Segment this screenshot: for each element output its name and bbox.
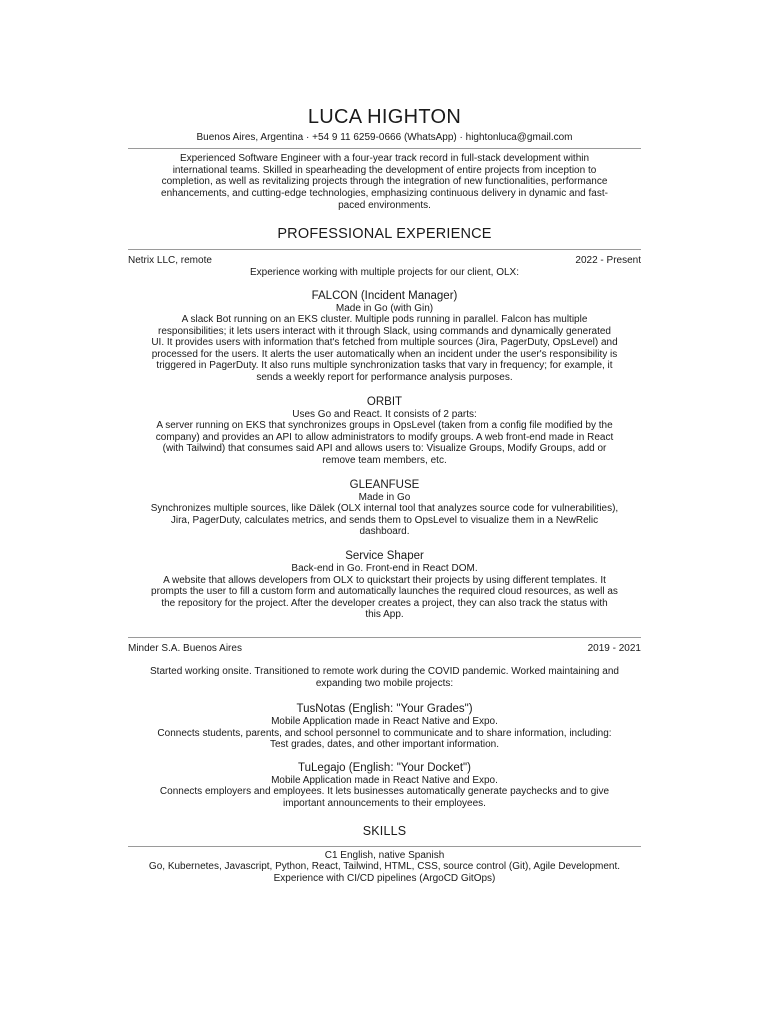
divider (128, 148, 641, 149)
divider (128, 846, 641, 847)
project-line: Test grades, dates, and other important information. (269, 739, 499, 751)
project-line: company) and provides an API to allow administrators to modify groups. A web front-end made in React (155, 431, 614, 443)
project-line: Made in Go (with Gin) (335, 302, 434, 314)
project-description-orbit (128, 409, 641, 467)
divider (128, 637, 641, 638)
job-dates: 2022 - Present (575, 254, 641, 266)
job-intro-line: Experience working with multiple projects for our client, OLX: (249, 266, 519, 278)
summary-line: Experienced Software Engineer with a four-year track record in full-stack development within (179, 153, 590, 164)
skills-line: Go, Kubernetes, Javascript, Python, React, Tailwind, HTML, CSS, source control (Git), Agile Development. (148, 861, 621, 873)
section-title-skills: SKILLS (362, 823, 407, 838)
job-intro (128, 267, 641, 279)
project-line: processed for the users. It alerts the user automatically when an incident under the user's responsibility is (151, 348, 618, 360)
project-line: Mobile Application made in React Native and Expo. (271, 774, 498, 786)
job-company: Minder S.A. Buenos Aires (128, 642, 242, 654)
project-line: A slack Bot running on an EKS cluster. Multiple pods running in parallel. Falcon has multiple (181, 314, 588, 326)
summary-line: paced environments. (338, 199, 431, 211)
job-header (128, 255, 641, 267)
project-line: responsibilities; it lets users interact with it through Slack, using commands and dynamically generated (158, 325, 611, 337)
section-title-experience: PROFESSIONAL EXPERIENCE (277, 225, 492, 242)
project-description-gleanfuse (128, 492, 641, 538)
summary-line: international teams. Skilled in spearheading the development of entire projects from inception to (172, 164, 597, 176)
job-company: Netrix LLC, remote (128, 254, 212, 266)
job-intro-line: expanding two mobile projects: (315, 677, 454, 689)
project-description-tusnotas (128, 716, 641, 751)
contact-info: Buenos Aires, Argentina · +54 9 11 6259-0666 (WhatsApp) · hightonluca@gmail.com (196, 132, 573, 143)
summary-line: enhancements, and cutting-edge technologies, emphasizing continuous delivery in dynamic and fast- (161, 188, 608, 200)
project-title-service-shaper: Service Shaper (345, 550, 424, 563)
project-line: Mobile Application made in React Native and Expo. (271, 715, 498, 727)
project-line: this App. (365, 609, 404, 621)
project-line: Back-end in Go. Front-end in React DOM. (291, 563, 478, 575)
project-line: Jira, PagerDuty, calculates metrics, and sends them to OpsLevel to visualize them in a NewRelic (170, 514, 599, 526)
project-line: Synchronizes multiple sources, like Dälek (OLX internal tool that analyzes source code for vulnerabilities), (150, 503, 619, 515)
job-header (128, 643, 641, 655)
project-line: sends a weekly report for performance analysis purposes. (256, 372, 513, 384)
project-title-tulegajo: TuLegajo (English: "Your Docket") (298, 761, 471, 774)
skills-line: Experience with CI/CD pipelines (ArgoCD GitOps) (273, 872, 496, 884)
project-line: prompts the user to fill a custom form and automatically launches the required cloud resources, as well as (151, 586, 618, 598)
project-line: remove team members, etc. (322, 455, 447, 467)
skills-list (128, 850, 641, 885)
divider (128, 249, 641, 250)
resume-content (128, 104, 641, 884)
project-line: the repository for the project. After the developer creates a project, they can also track the status with (161, 597, 608, 609)
job-dates: 2019 - 2021 (587, 642, 641, 654)
project-line: UI. It provides users with information that's fetched from multiple sources (Jira, PagerDuty, OpsLevel) and (151, 337, 618, 349)
project-line: triggered in PagerDuty. It also runs multiple synchronization tasks that vary in frequency; for example, it (156, 360, 613, 372)
project-title-gleanfuse: GLEANFUSE (349, 478, 420, 491)
summary-line: completion, as well as revitalizing projects through the integration of new functionalities, performance (161, 176, 608, 188)
skills-line: C1 English, native Spanish (324, 849, 445, 861)
project-line: important announcements to their employees. (283, 797, 486, 809)
project-line: (with Tailwind) that consumes said API and allows users to: Visualize Groups, Modify Groups, add or (162, 443, 607, 455)
project-line: A server running on EKS that synchronizes groups in OpsLevel (taken from a config file modified by the (156, 420, 613, 432)
project-line: dashboard. (359, 526, 410, 538)
project-line: Uses Go and React. It consists of 2 parts: (292, 408, 477, 420)
job-intro-line: Started working onsite. Transitioned to remote work during the COVID pandemic. Worked maintaining and (150, 665, 619, 677)
project-title-tusnotas: TusNotas (English: "Your Grades") (296, 702, 473, 715)
project-line: Connects students, parents, and school personnel to communicate and to share information, including: (157, 727, 612, 739)
project-description-falcon (128, 303, 641, 384)
project-line: Connects employers and employees. It lets businesses automatically generate paychecks and to give (159, 786, 610, 798)
project-description-service-shaper (128, 563, 641, 621)
job-intro (128, 666, 641, 690)
candidate-name: LUCA HIGHTON (307, 106, 462, 128)
project-line: A website that allows developers from OLX to quickstart their projects by using different templates. It (163, 574, 606, 586)
project-title-falcon: FALCON (Incident Manager) (311, 289, 458, 302)
professional-summary (128, 153, 641, 212)
project-line: Made in Go (358, 491, 411, 503)
project-title-orbit: ORBIT (366, 395, 403, 408)
project-description-tulegajo (128, 775, 641, 810)
